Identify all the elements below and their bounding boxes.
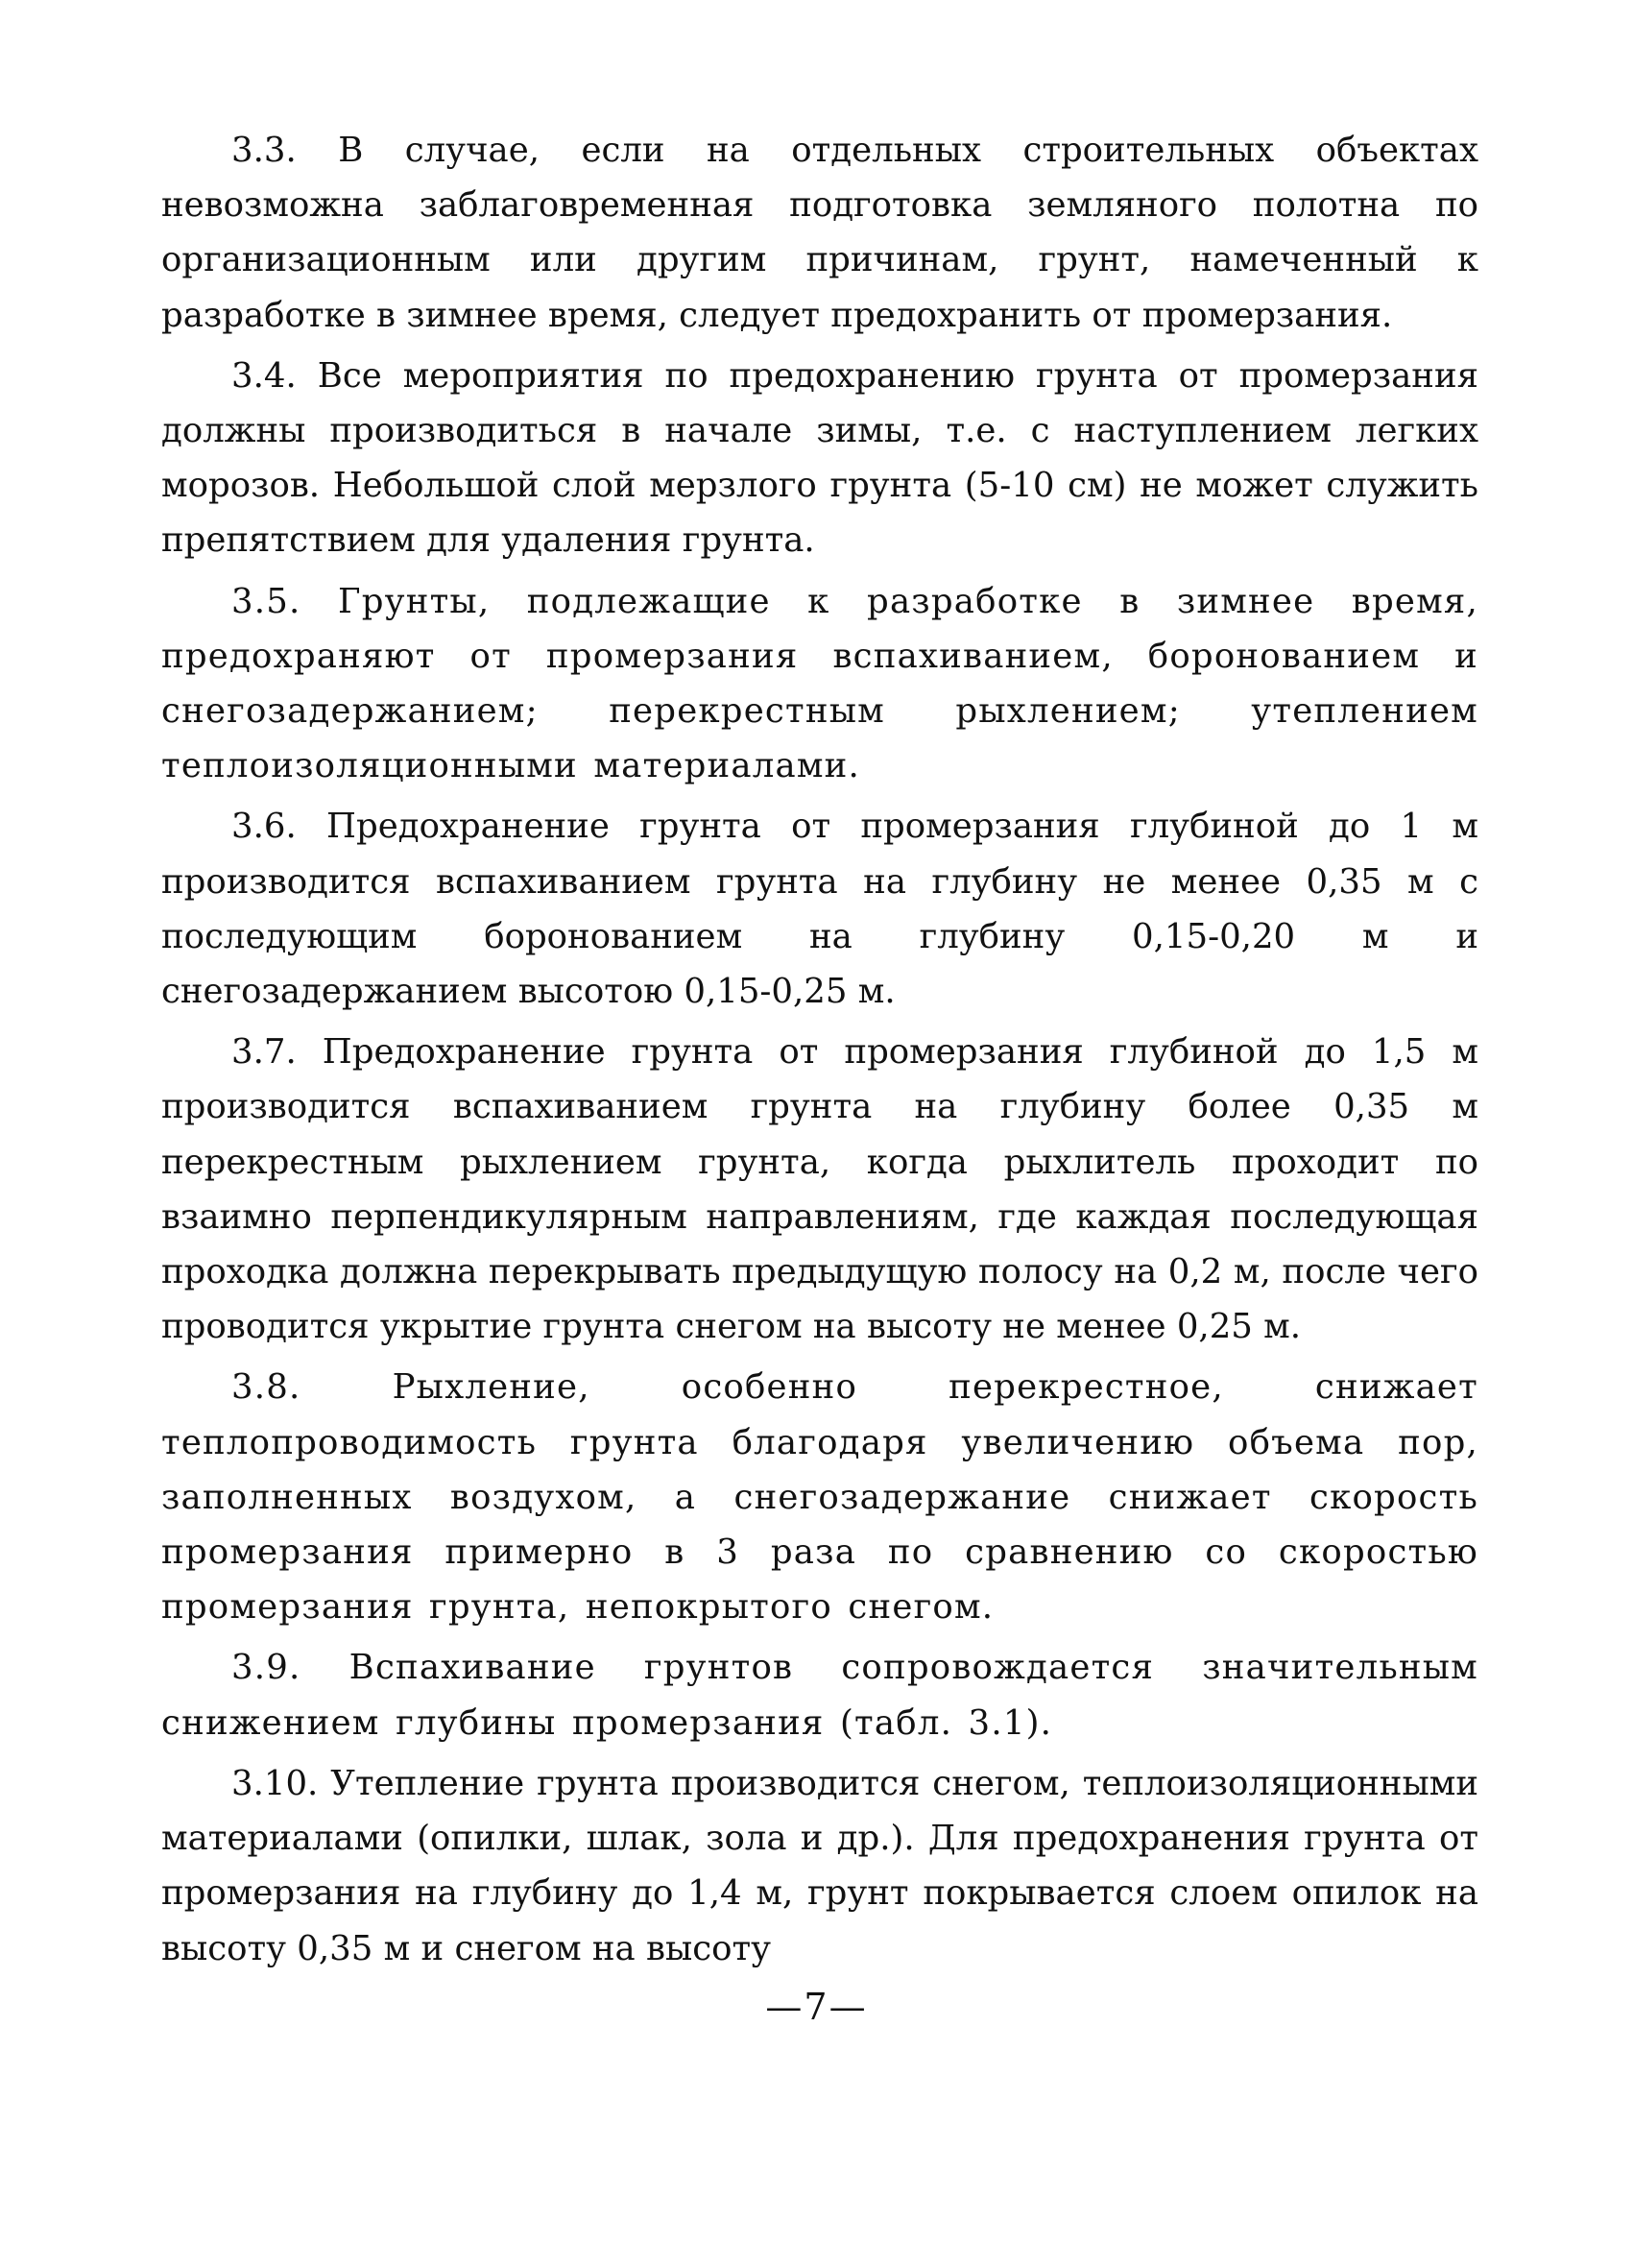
body-text	[161, 123, 1478, 1982]
paragraph-3-4: 3.4. Все мероприятия по предохранению грунта от промерзания должны производиться в начале зимы, т.е. с наступлением легких морозов. Небольшой слой мерзлого грунта (5-10 см) не может служить препятствием для удаления грунта.	[161, 355, 1478, 561]
page-number: —7—	[765, 1986, 868, 2028]
paragraph-3-10: 3.10. Утепление грунта производится снегом, теплоизоляционными материалами (опилки, шлак, зола и др.). Для предохранения грунта от промерзания на глубину до 1,4 м, грунт покрывается слоем опилок на высоту 0,35 м и снегом на высоту	[161, 1763, 1478, 1968]
paragraph-3-8: 3.8. Рыхление, особенно перекрестное, снижает теплопроводимость грунта благодаря увеличению объема пор, заполненных воздухом, а снегозадержание снижает скорость промерзания примерно в 3 раза по сравнению со скоростью промерзания грунта, непокрытого снегом.	[161, 1367, 1478, 1628]
paragraph-3-7: 3.7. Предохранение грунта от промерзания глубиной до 1,5 м производится вспахиванием грунта на глубину более 0,35 м перекрестным рыхлением грунта, когда рыхлитель проходит по взаимно перпендикулярным направлениям, где каждая последующая проходка должна перекрывать предыдущую полосу на 0,2 м, после чего проводится укрытие грунта снегом на высоту не менее 0,25 м.	[161, 1032, 1478, 1347]
paragraph-3-6: 3.6. Предохранение грунта от промерзания глубиной до 1 м производится вспахиванием грунта на глубину не менее 0,35 м с последующим боронованием на глубину 0,15-0,20 м и снегозадержанием высотою 0,15-0,25 м.	[161, 807, 1478, 1012]
paragraph-3-9: 3.9. Вспахивание грунтов сопровождается значительным снижением глубины промерзания (табл. 3.1).	[161, 1648, 1478, 1743]
paragraph-3-5: 3.5. Грунты, подлежащие к разработке в зимнее время, предохраняют от промерзания вспахиванием, боронованием и снегозадержанием; перекрестным рыхлением; утеплением теплоизоляционными материалами.	[161, 581, 1478, 786]
paragraph-3-3: 3.3. В случае, если на отдельных строительных объектах невозможна заблаговременная подготовка земляного полотна по организационным или другим причинам, грунт, намеченный к разработке в зимнее время, следует предохранить от промерзания.	[161, 131, 1478, 335]
